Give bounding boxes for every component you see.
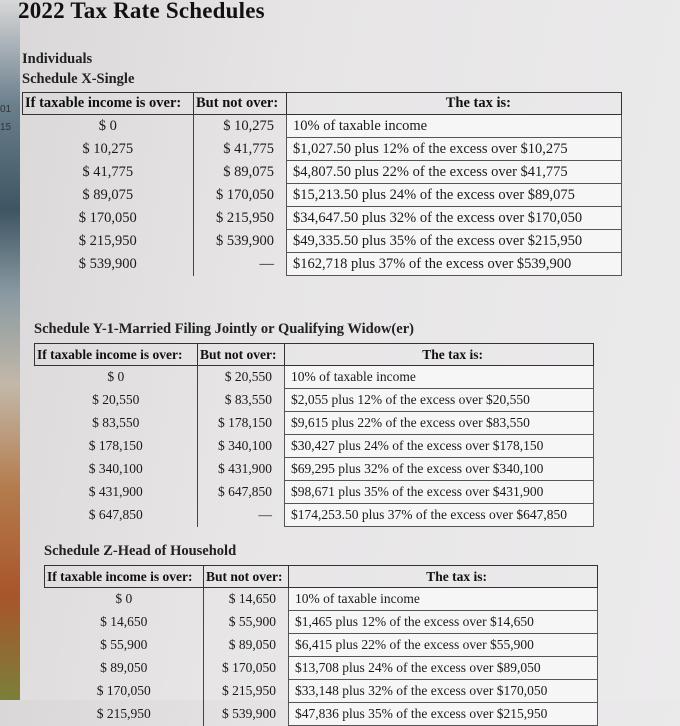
table-row [45, 680, 598, 703]
table-row [23, 184, 622, 207]
cell-over: $ 89,075 [82, 186, 134, 203]
cell-not-over: $ 178,150 [198, 412, 285, 435]
cell-not-over: $ 10,275 [194, 115, 287, 138]
table-row [45, 634, 598, 657]
column-header-over: If taxable income is over: [23, 93, 194, 115]
cell-over: $ 55,900 [100, 637, 148, 652]
cell-over: $ 10,275 [82, 140, 134, 157]
schedule-z [44, 565, 598, 726]
table-row [23, 115, 622, 138]
cell-over: $ 170,050 [78, 209, 137, 226]
column-header-tax: The tax is: [287, 93, 622, 115]
schedule-x-title: Schedule X-Single [22, 71, 135, 87]
cell-tax: $30,427 plus 24% of the excess over $178,150 [285, 435, 594, 458]
schedule-y1-title: Schedule Y-1-Married Filing Jointly or Qualifying Widow(er) [34, 321, 414, 337]
cell-tax: $98,671 plus 35% of the excess over $431,900 [285, 481, 594, 504]
schedule-z-title: Schedule Z-Head of Household [44, 543, 237, 559]
table-row [35, 389, 594, 412]
cell-not-over: $ 55,900 [204, 611, 289, 634]
cell-not-over: $ 215,950 [204, 680, 289, 703]
table-row [35, 458, 594, 481]
table-row [35, 412, 594, 435]
table-row [23, 207, 622, 230]
cell-tax: $162,718 plus 37% of the excess over $539,900 [287, 253, 622, 276]
cell-not-over: $ 170,050 [204, 657, 289, 680]
column-header-not-over: But not over: [204, 566, 289, 588]
table-row [35, 481, 594, 504]
cell-tax: $2,055 plus 12% of the excess over $20,550 [285, 389, 594, 412]
table-row [23, 230, 622, 253]
cell-tax: $6,415 plus 22% of the excess over $55,900 [289, 634, 598, 657]
cell-tax: 10% of taxable income [289, 588, 598, 611]
cell-over: $ 0 [115, 591, 133, 607]
cell-not-over: — [198, 504, 285, 527]
cell-not-over: $ 539,900 [194, 230, 287, 253]
cell-not-over: $ 539,900 [204, 703, 289, 726]
cell-over: $ 14,650 [100, 614, 148, 629]
cell-not-over: $ 14,650 [204, 588, 289, 611]
cell-over: $ 41,775 [82, 163, 134, 180]
margin-number: 01 [0, 104, 12, 115]
cell-tax: $4,807.50 plus 22% of the excess over $41,775 [287, 161, 622, 184]
schedule-x-table [22, 92, 622, 276]
cell-tax: 10% of taxable income [285, 366, 594, 389]
column-header-tax: The tax is: [285, 344, 594, 366]
cell-over: $ 20,550 [92, 392, 140, 407]
cell-over: $ 89,050 [100, 660, 148, 675]
column-header-over: If taxable income is over: [45, 566, 204, 588]
cell-not-over: $ 89,075 [194, 161, 287, 184]
cell-tax: $15,213.50 plus 24% of the excess over $89,075 [287, 184, 622, 207]
table-row [35, 366, 594, 389]
cell-over: $ 0 [98, 117, 117, 134]
cell-not-over: — [194, 253, 287, 276]
cell-over: $ 0 [107, 369, 125, 385]
cell-over: $ 83,550 [92, 415, 140, 430]
table-row [45, 588, 598, 611]
cell-tax: $9,615 plus 22% of the excess over $83,550 [285, 412, 594, 435]
cell-tax: $34,647.50 plus 32% of the excess over $170,050 [287, 207, 622, 230]
cell-tax: $69,295 plus 32% of the excess over $340,100 [285, 458, 594, 481]
schedule-y1 [34, 343, 594, 527]
table-row [45, 703, 598, 726]
cell-not-over: $ 431,900 [198, 458, 285, 481]
cell-over: $ 170,050 [96, 683, 151, 698]
table-row [23, 253, 622, 276]
cell-tax: $1,027.50 plus 12% of the excess over $10,275 [287, 138, 622, 161]
cell-not-over: $ 340,100 [198, 435, 285, 458]
page-title: 2022 Tax Rate Schedules [18, 0, 265, 23]
cell-not-over: $ 20,550 [198, 366, 285, 389]
table-row [23, 138, 622, 161]
cell-tax: $47,836 plus 35% of the excess over $215,950 [289, 703, 598, 726]
cell-tax: $13,708 plus 24% of the excess over $89,050 [289, 657, 598, 680]
cell-tax: $33,148 plus 32% of the excess over $170,050 [289, 680, 598, 703]
cell-tax: 10% of taxable income [287, 115, 622, 138]
cell-over: $ 340,100 [88, 461, 143, 476]
table-row [35, 504, 594, 527]
column-header-tax: The tax is: [289, 566, 598, 588]
background-photo-strip [0, 0, 20, 700]
schedule-x [22, 92, 622, 276]
column-header-not-over: But not over: [194, 93, 287, 115]
cell-tax: $49,335.50 plus 35% of the excess over $215,950 [287, 230, 622, 253]
cell-not-over: $ 89,050 [204, 634, 289, 657]
cell-over: $ 215,950 [78, 232, 137, 249]
cell-over: $ 539,900 [78, 255, 137, 272]
table-row [45, 657, 598, 680]
table-row [23, 161, 622, 184]
column-header-over: If taxable income is over: [35, 344, 198, 366]
cell-over: $ 431,900 [88, 484, 143, 499]
schedule-y1-table [34, 343, 594, 527]
cell-over: $ 215,950 [96, 706, 151, 721]
table-row [45, 611, 598, 634]
cell-over: $ 178,150 [88, 438, 143, 453]
column-header-not-over: But not over: [198, 344, 285, 366]
cell-not-over: $ 170,050 [194, 184, 287, 207]
margin-number: 15 [0, 122, 12, 133]
table-row [35, 435, 594, 458]
cell-tax: $174,253.50 plus 37% of the excess over $647,850 [285, 504, 594, 527]
cell-not-over: $ 215,950 [194, 207, 287, 230]
schedule-z-table [44, 565, 598, 726]
cell-not-over: $ 647,850 [198, 481, 285, 504]
section-individuals: Individuals [22, 51, 93, 67]
cell-over: $ 647,850 [88, 507, 143, 522]
cell-not-over: $ 83,550 [198, 389, 285, 412]
cell-tax: $1,465 plus 12% of the excess over $14,650 [289, 611, 598, 634]
cell-not-over: $ 41,775 [194, 138, 287, 161]
